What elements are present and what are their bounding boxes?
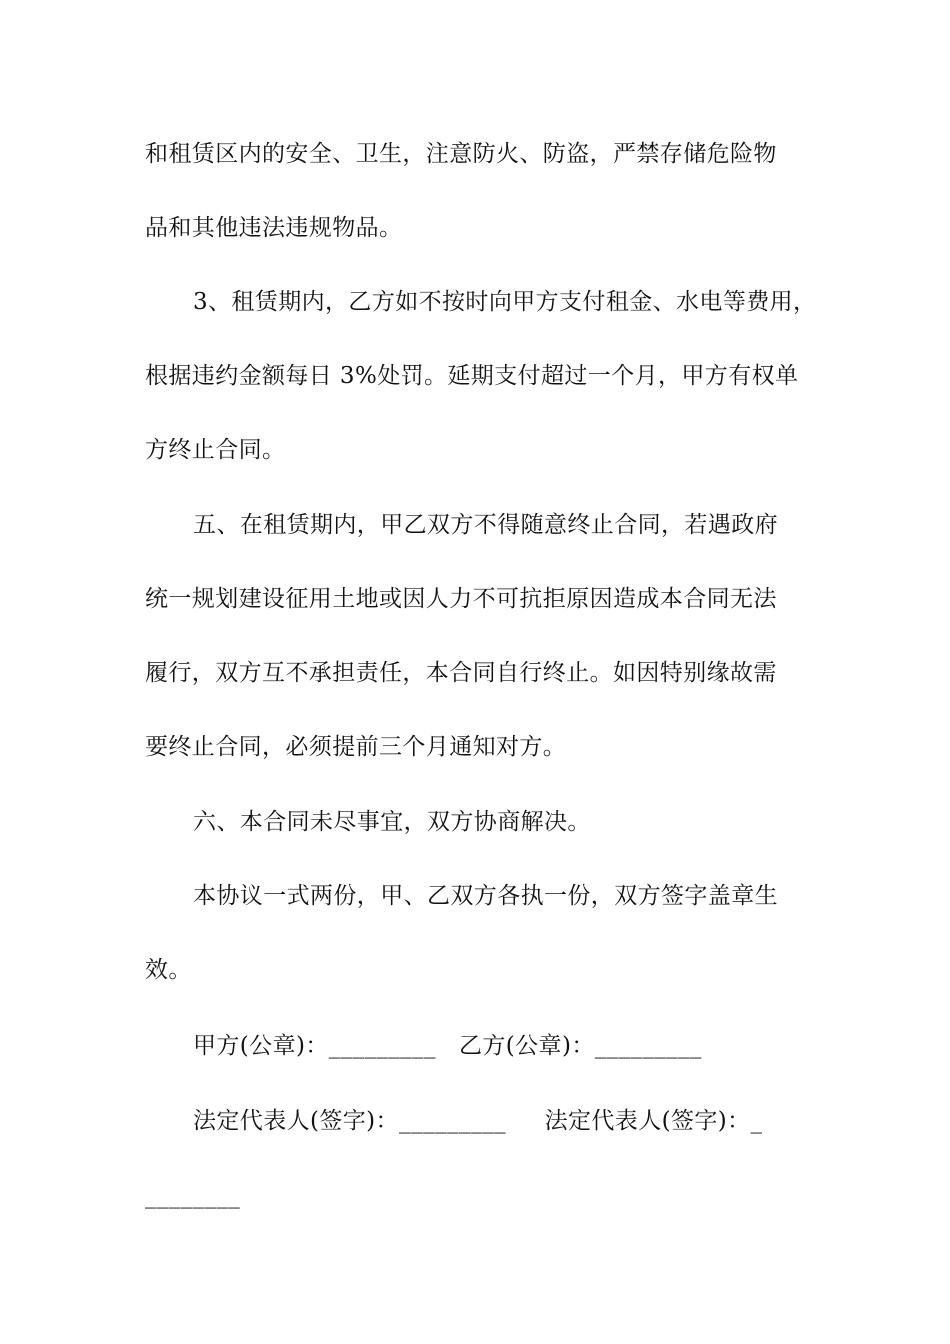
paragraph-line: 效。: [145, 957, 192, 983]
legal-rep-signature-line: 法定代表人(签字)：_________ 法定代表人(签字)：_: [193, 1108, 763, 1134]
party-seal-line: 甲方(公章)：_________ 乙方(公章)：_________: [193, 1033, 702, 1059]
paragraph-line: 品和其他违法违规物品。: [145, 215, 403, 241]
paragraph-line: 统一规划建设征用土地或因人力不可抗拒原因造成本合同无法: [145, 586, 777, 612]
clause-6-line: 六、本合同未尽事宜，双方协商解决。: [193, 809, 591, 835]
paragraph-line: 根据违约金额每日 3%处罚。延期支付超过一个月，甲方有权单: [145, 363, 799, 389]
clause-5-line: 五、在租赁期内，甲乙双方不得随意终止合同，若遇政府: [193, 512, 778, 538]
paragraph-line: 方终止合同。: [145, 437, 286, 463]
paragraph-line: 和租赁区内的安全、卫生，注意防火、防盗，严禁存储危险物: [145, 141, 777, 167]
paragraph-line: 要终止合同，必须提前三个月通知对方。: [145, 734, 567, 760]
agreement-copies-line: 本协议一式两份，甲、乙双方各执一份，双方签字盖章生: [193, 883, 778, 909]
signature-blank-continuation: ________: [145, 1183, 241, 1209]
paragraph-line: 履行，双方互不承担责任，本合同自行终止。如因特别缘故需: [145, 660, 777, 686]
clause-3-line: 3、租赁期内，乙方如不按时向甲方支付租金、水电等费用，: [193, 289, 817, 315]
